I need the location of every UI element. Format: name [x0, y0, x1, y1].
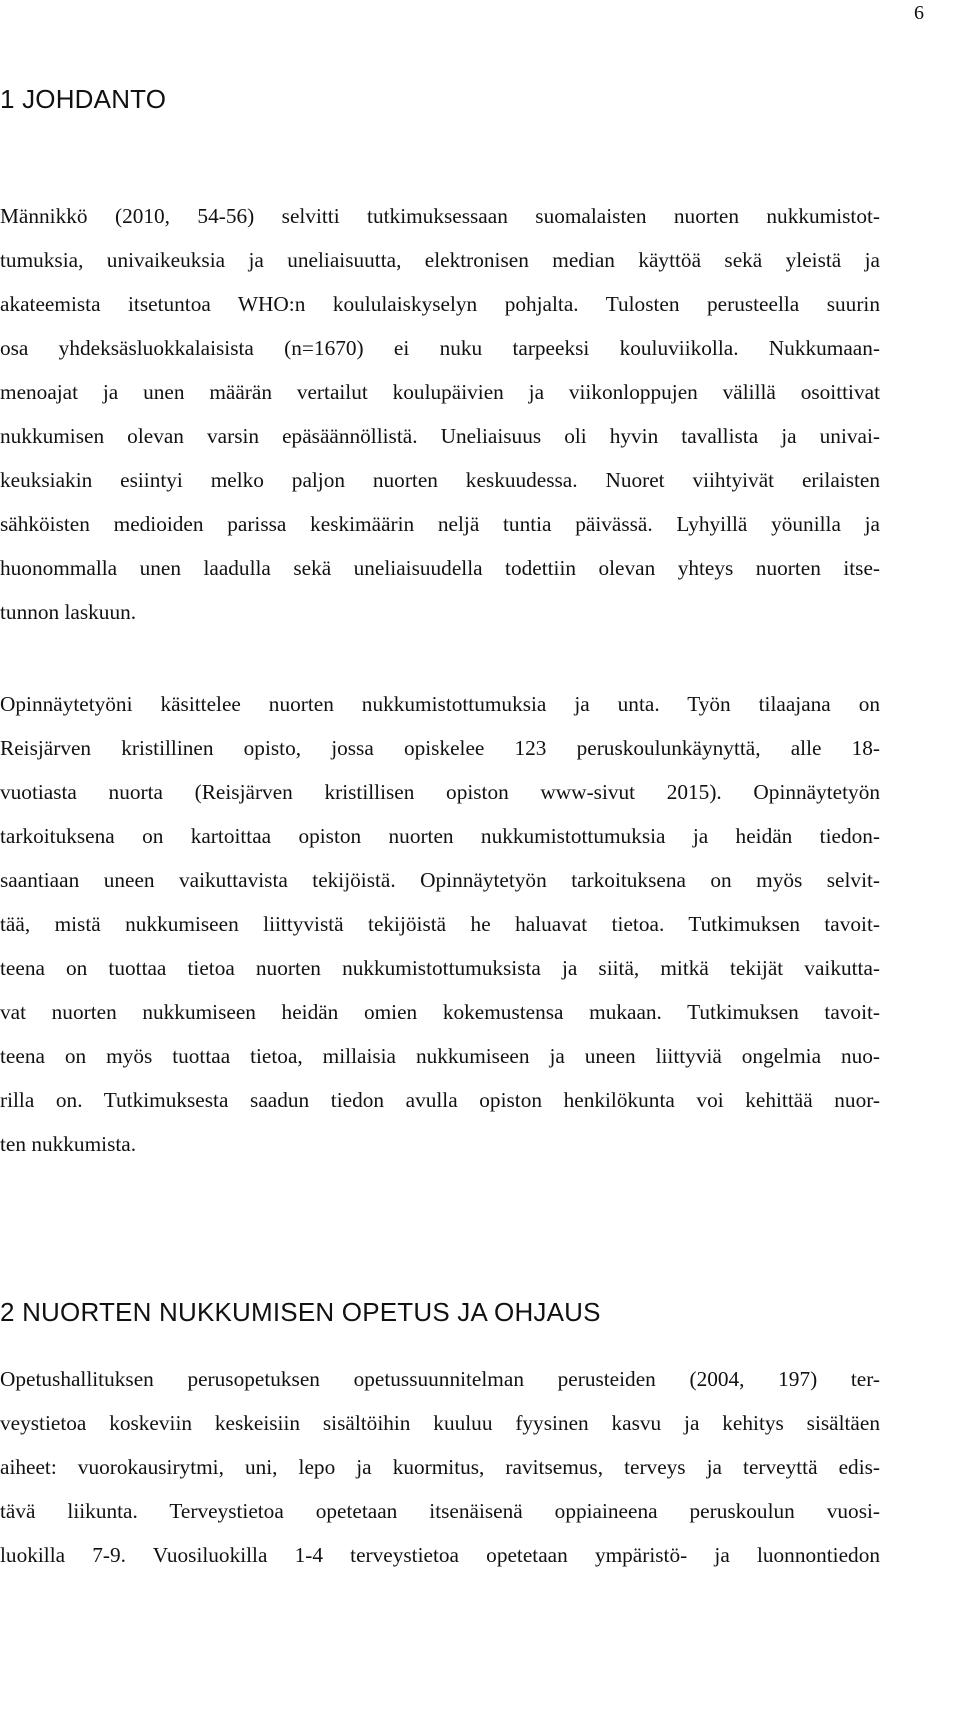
text-line: Reisjärven kristillinen opisto, jossa opiskelee 123 peruskoulunkäynyttä, alle 18- [0, 736, 880, 760]
text-line: saantiaan uneen vaikuttavista tekijöistä. Opinnäytetyön tarkoituksena on myös selvit- [0, 868, 880, 892]
text-line: akateemista itsetuntoa WHO:n koululaiskyselyn pohjalta. Tulosten perusteella suurin [0, 292, 880, 316]
text-line: veystietoa koskeviin keskeisiin sisältöihin kuuluu fyysinen kasvu ja kehitys sisältäen [0, 1411, 880, 1435]
text-line: vat nuorten nukkumiseen heidän omien kokemustensa mukaan. Tutkimuksen tavoit- [0, 1000, 880, 1024]
paragraph [0, 194, 880, 634]
text-line: tävä liikunta. Terveystietoa opetetaan itsenäisenä oppiaineena peruskoulun vuosi- [0, 1499, 880, 1523]
text-line: osa yhdeksäsluokkalaisista (n=1670) ei nuku tarpeeksi kouluviikolla. Nukkumaan- [0, 336, 880, 360]
text-line: rilla on. Tutkimuksesta saadun tiedon avulla opiston henkilökunta voi kehittää nuor- [0, 1088, 880, 1112]
text-line: ten nukkumista. [0, 1132, 137, 1156]
text-line: nukkumisen olevan varsin epäsäännöllistä. Uneliaisuus oli hyvin tavallista ja univai- [0, 424, 880, 448]
text-line: Opetushallituksen perusopetuksen opetussuunnitelman perusteiden (2004, 197) ter- [0, 1367, 880, 1391]
section-heading-nuorten-nukkumisen-opetus: 2 NUORTEN NUKKUMISEN OPETUS JA OHJAUS [0, 1297, 601, 1327]
text-line: Männikkö (2010, 54-56) selvitti tutkimuksessaan suomalaisten nuorten nukkumistot- [0, 204, 880, 228]
text-line: tumuksia, univaikeuksia ja uneliaisuutta, elektronisen median käyttöä sekä yleistä ja [0, 248, 880, 272]
text-line: Opinnäytetyöni käsittelee nuorten nukkumistottumuksia ja unta. Työn tilaajana on [0, 692, 880, 716]
text-line: tunnon laskuun. [0, 600, 137, 624]
text-line: sähköisten medioiden parissa keskimäärin neljä tuntia päivässä. Lyhyillä yöunilla ja [0, 512, 880, 536]
text-line: vuotiasta nuorta (Reisjärven kristillisen opiston www-sivut 2015). Opinnäytetyön [0, 780, 880, 804]
text-line: teena on tuottaa tietoa nuorten nukkumistottumuksista ja siitä, mitkä tekijät vaikutta- [0, 956, 880, 980]
paragraph [0, 1357, 880, 1577]
text-line: luokilla 7-9. Vuosiluokilla 1-4 terveystietoa opetetaan ympäristö- ja luonnontiedon [0, 1543, 880, 1567]
page-number: 6 [914, 2, 924, 24]
section-heading-johdanto: 1 JOHDANTO [0, 84, 167, 114]
text-line: tarkoituksena on kartoittaa opiston nuorten nukkumistottumuksia ja heidän tiedon- [0, 824, 880, 848]
text-line: aiheet: vuorokausirytmi, uni, lepo ja kuormitus, ravitsemus, terveys ja terveyttä edis- [0, 1455, 880, 1479]
text-line: tää, mistä nukkumiseen liittyvistä tekijöistä he haluavat tietoa. Tutkimuksen tavoit- [0, 912, 880, 936]
text-line: teena on myös tuottaa tietoa, millaisia nukkumiseen ja uneen liittyviä ongelmia nuo- [0, 1044, 880, 1068]
text-line: huonommalla unen laadulla sekä uneliaisuudella todettiin olevan yhteys nuorten itse- [0, 556, 880, 580]
paragraph [0, 682, 880, 1166]
text-line: menoajat ja unen määrän vertailut koulupäivien ja viikonloppujen välillä osoittivat [0, 380, 880, 404]
text-line: keuksiakin esiintyi melko paljon nuorten keskuudessa. Nuoret viihtyivät erilaisten [0, 468, 880, 492]
